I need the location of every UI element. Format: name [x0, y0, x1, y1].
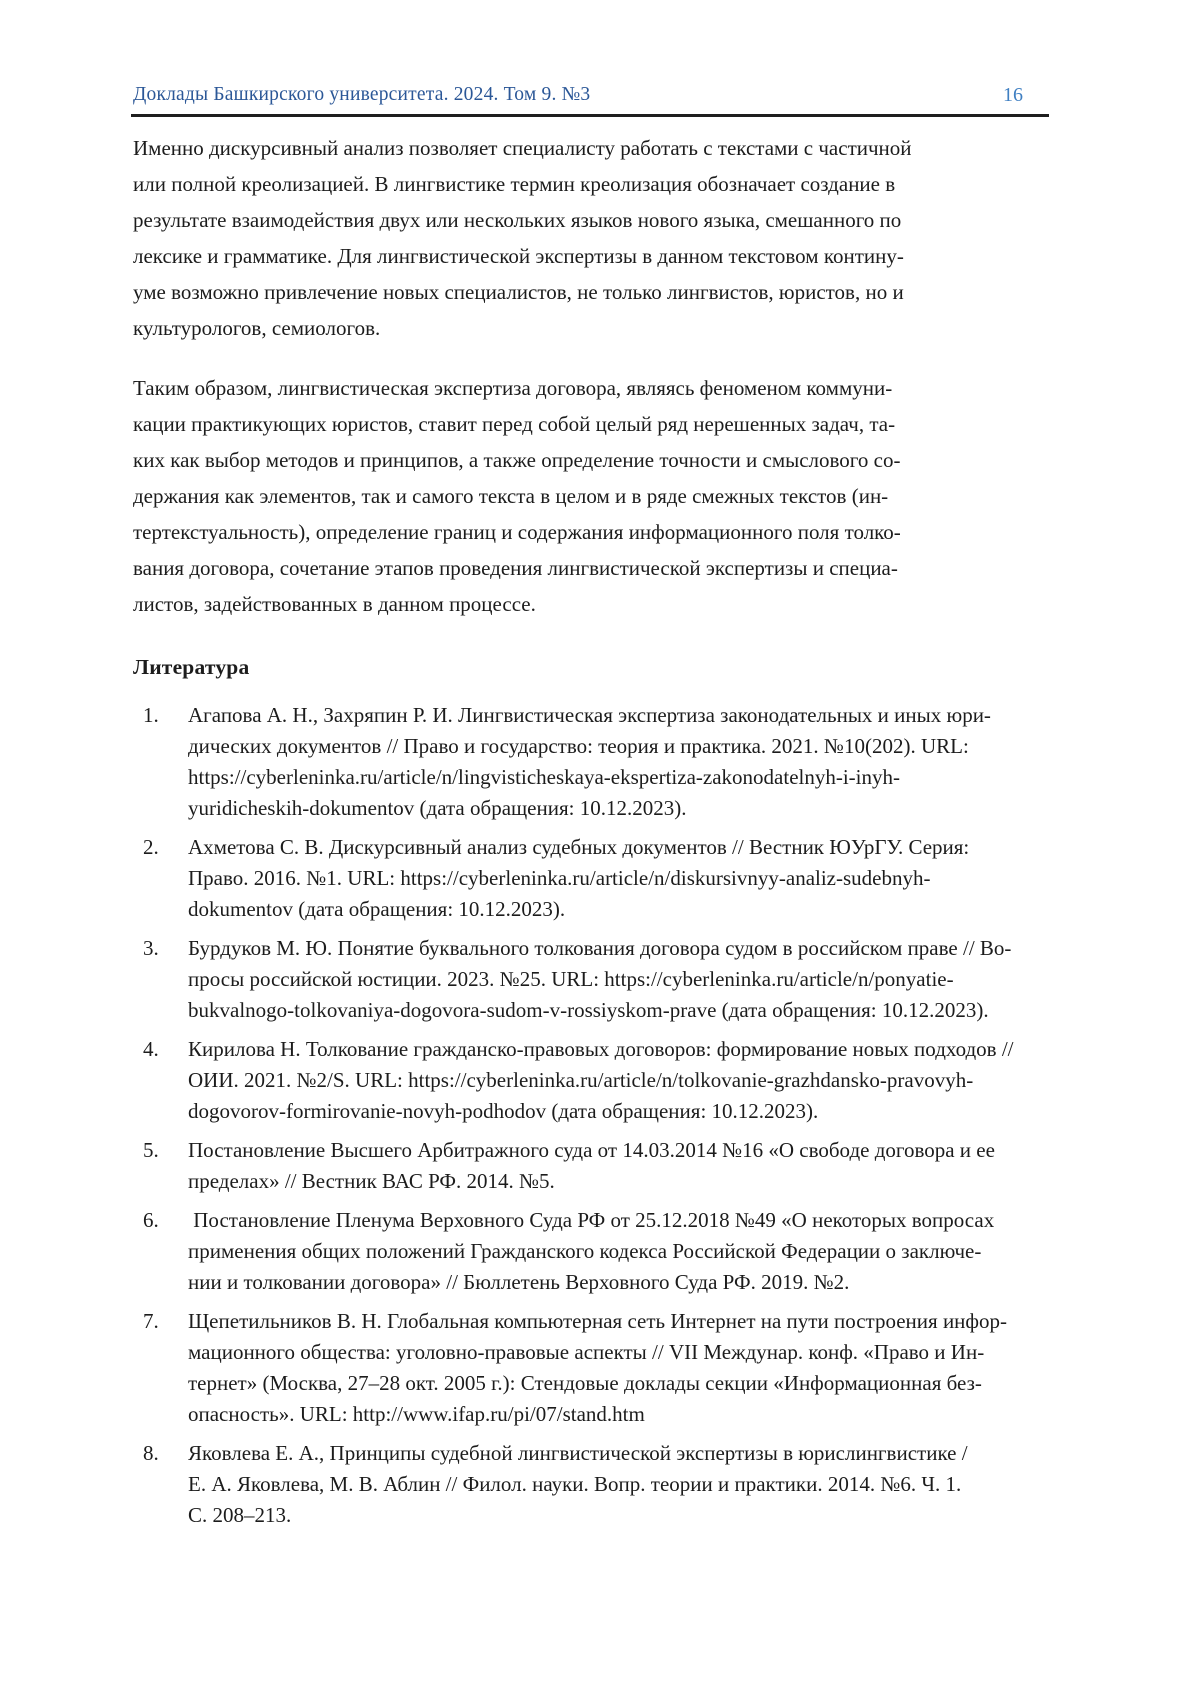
reference-item-6	[133, 1205, 1068, 1298]
reference-text	[188, 832, 1068, 925]
text-line: держания как элементов, так и самого текста в целом и в ряде смежных текстов (ин-	[133, 484, 889, 508]
reference-item-7	[133, 1306, 1068, 1430]
reference-text	[188, 1135, 1068, 1197]
text-line: листов, задействованных в данном процессе.	[133, 592, 536, 616]
page-content	[133, 130, 1068, 1539]
paragraph-1	[133, 130, 1068, 346]
literature-heading: Литература	[133, 655, 250, 679]
text-line: Агапова А. Н., Захряпин Р. И. Лингвистическая экспертиза законодательных и иных юри-	[188, 703, 991, 727]
reference-number: 8.	[143, 1441, 159, 1465]
reference-text	[188, 700, 1068, 824]
text-line: Яковлева Е. А., Принципы судебной лингвистической экспертизы в юрислингвистике /	[188, 1441, 968, 1465]
reference-item-2	[133, 832, 1068, 925]
text-line: dogovorov-formirovanie-novyh-podhodov (дата обращения: 10.12.2023).	[188, 1099, 819, 1123]
text-line: дических документов // Право и государство: теория и практика. 2021. №10(202). URL:	[188, 734, 969, 758]
reference-text	[188, 1438, 1068, 1531]
text-line: Е. А. Яковлева, М. В. Аблин // Филол. науки. Вопр. теории и практики. 2014. №6. Ч. 1.	[188, 1472, 962, 1496]
header-rule	[131, 114, 1049, 117]
text-line: Именно дискурсивный анализ позволяет специалисту работать с текстами с частичной	[133, 136, 912, 160]
text-line: тертекстуальность), определение границ и содержания информационного поля толко-	[133, 520, 901, 544]
text-line: Постановление Пленума Верховного Суда РФ от 25.12.2018 №49 «О некоторых вопросах	[188, 1208, 995, 1232]
paragraph-2	[133, 370, 1068, 622]
reference-number: 6.	[143, 1208, 159, 1232]
text-line: С. 208–213.	[188, 1503, 292, 1527]
text-line: тернет» (Москва, 27–28 окт. 2005 г.): Стендовые доклады секции «Информационная без-	[188, 1371, 982, 1395]
text-line: bukvalnogo-tolkovaniya-dogovora-sudom-v-rossiyskom-prave (дата обращения: 10.12.2023).	[188, 998, 989, 1022]
text-line: Бурдуков М. Ю. Понятие буквального толкования договора судом в российском праве // Во-	[188, 936, 1012, 960]
text-line: применения общих положений Гражданского кодекса Российской Федерации о заключе-	[188, 1239, 982, 1263]
text-line: yuridicheskih-dokumentov (дата обращения: 10.12.2023).	[188, 796, 687, 820]
text-line: или полной креолизацией. В лингвистике термин креолизация обозначает создание в	[133, 172, 896, 196]
text-line: мационного общества: уголовно-правовые аспекты // VII Междунар. конф. «Право и Ин-	[188, 1340, 985, 1364]
reference-item-1	[133, 700, 1068, 824]
reference-item-3	[133, 933, 1068, 1026]
text-line: пределах» // Вестник ВАС РФ. 2014. №5.	[188, 1169, 555, 1193]
reference-text	[188, 1205, 1068, 1298]
page-number: 16	[1003, 84, 1023, 106]
text-line: ОИИ. 2021. №2/S. URL: https://cyberleninka.ru/article/n/tolkovanie-grazhdansko-pravovyh-	[188, 1068, 974, 1092]
text-line: Кирилова Н. Толкование гражданско-правовых договоров: формирование новых подходов //	[188, 1037, 1014, 1061]
reference-text	[188, 1306, 1068, 1430]
text-line: ких как выбор методов и принципов, а также определение точности и смыслового со-	[133, 448, 901, 472]
text-line: Ахметова С. В. Дискурсивный анализ судебных документов // Вестник ЮУрГУ. Серия:	[188, 835, 970, 859]
reference-text	[188, 933, 1068, 1026]
text-line: вания договора, сочетание этапов проведения лингвистической экспертизы и специа-	[133, 556, 898, 580]
text-line: Постановление Высшего Арбитражного суда от 14.03.2014 №16 «О свободе договора и ее	[188, 1138, 995, 1162]
reference-number: 7.	[143, 1309, 159, 1333]
reference-list	[133, 700, 1068, 1531]
reference-item-8	[133, 1438, 1068, 1531]
text-line: кации практикующих юристов, ставит перед собой целый ряд нерешенных задач, та-	[133, 412, 896, 436]
reference-item-5	[133, 1135, 1068, 1197]
text-line: просы российской юстиции. 2023. №25. URL: https://cyberleninka.ru/article/n/ponyatie-	[188, 967, 954, 991]
text-line: культурологов, семиологов.	[133, 316, 381, 340]
text-line: опасность». URL: http://www.ifap.ru/pi/07/stand.htm	[188, 1402, 645, 1426]
text-line: https://cyberleninka.ru/article/n/lingvisticheskaya-ekspertiza-zakonodatelnyh-i-inyh-	[188, 765, 901, 789]
text-line: уме возможно привлечение новых специалистов, не только лингвистов, юристов, но и	[133, 280, 904, 304]
text-line: dokumentov (дата обращения: 10.12.2023).	[188, 897, 566, 921]
reference-item-4	[133, 1034, 1068, 1127]
reference-number: 3.	[143, 936, 159, 960]
running-head	[133, 82, 1049, 108]
reference-number: 4.	[143, 1037, 159, 1061]
reference-number: 5.	[143, 1138, 159, 1162]
journal-title: Доклады Башкирского университета. 2024. Том 9. №3	[133, 84, 591, 105]
text-line: Право. 2016. №1. URL: https://cyberleninka.ru/article/n/diskursivnyy-analiz-sudebnyh-	[188, 866, 931, 890]
text-line: Таким образом, лингвистическая экспертиза договора, являясь феноменом коммуни-	[133, 376, 893, 400]
reference-number: 1.	[143, 703, 159, 727]
text-line: лексике и грамматике. Для лингвистической экспертизы в данном текстовом контину-	[133, 244, 904, 268]
text-line: Щепетильников В. Н. Глобальная компьютерная сеть Интернет на пути построения инфор-	[188, 1309, 1008, 1333]
reference-number: 2.	[143, 835, 159, 859]
text-line: результате взаимодействия двух или нескольких языков нового языка, смешанного по	[133, 208, 902, 232]
reference-text	[188, 1034, 1068, 1127]
text-line: нии и толковании договора» // Бюллетень Верховного Суда РФ. 2019. №2.	[188, 1270, 850, 1294]
